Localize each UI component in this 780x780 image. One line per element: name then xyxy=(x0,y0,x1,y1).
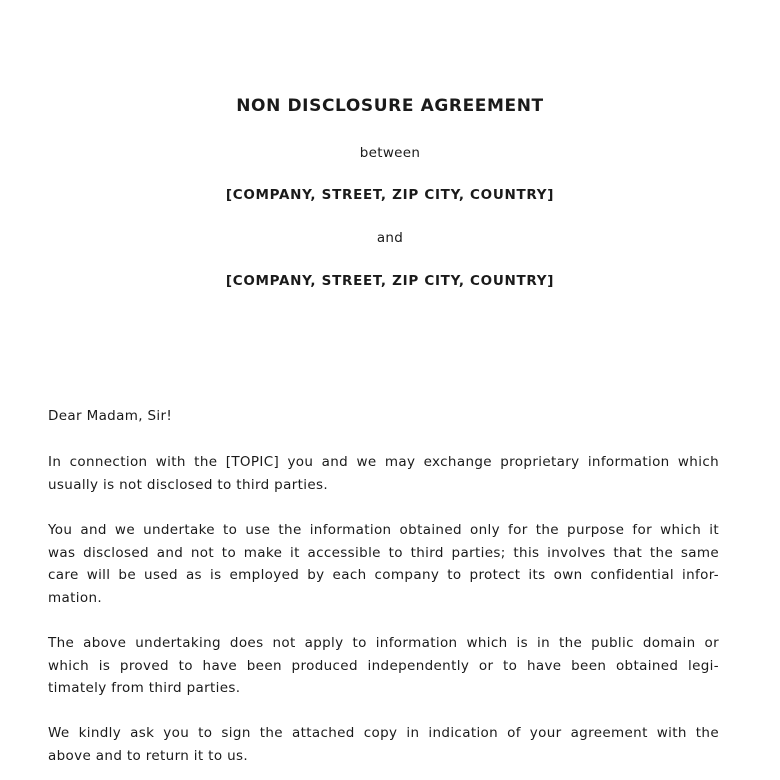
salutation-text: Dear Madam, Sir! xyxy=(48,408,173,424)
paragraph-line: You and we undertake to use the information obtained only for the purpose for which it xyxy=(48,522,719,538)
paragraph-line: care will be used as is employed by each company to protect its own confidential infor- xyxy=(48,567,719,584)
between-label: between xyxy=(359,145,421,161)
paragraph-line: usually is not disclosed to third parties. xyxy=(48,476,329,493)
paragraph-line: which is proved to have been produced independently or to have been obtained legi- xyxy=(48,657,719,674)
paragraph-3 xyxy=(48,632,719,700)
paragraph-line: In connection with the [TOPIC] you and we may exchange proprietary information which xyxy=(48,454,719,470)
paragraph-1 xyxy=(48,451,719,496)
paragraph-line: timately from third parties. xyxy=(48,680,241,697)
party-one: [COMPANY, STREET, ZIP CITY, COUNTRY] xyxy=(225,187,555,203)
paragraph-line: above and to return it to us. xyxy=(48,747,249,764)
paragraph-line: was disclosed and not to make it accessible to third parties; this involves that the same xyxy=(48,544,719,561)
paragraph-line: The above undertaking does not apply to information which is in the public domain or xyxy=(48,635,719,651)
paragraph-line: We kindly ask you to sign the attached copy in indication of your agreement with the xyxy=(48,725,719,741)
paragraph-line: mation. xyxy=(48,589,103,606)
and-label: and xyxy=(376,230,404,246)
party-two: [COMPANY, STREET, ZIP CITY, COUNTRY] xyxy=(225,273,555,289)
paragraph-2 xyxy=(48,519,719,609)
document-title: NON DISCLOSURE AGREEMENT xyxy=(236,96,544,116)
paragraph-4 xyxy=(48,722,719,767)
salutation xyxy=(48,405,719,428)
